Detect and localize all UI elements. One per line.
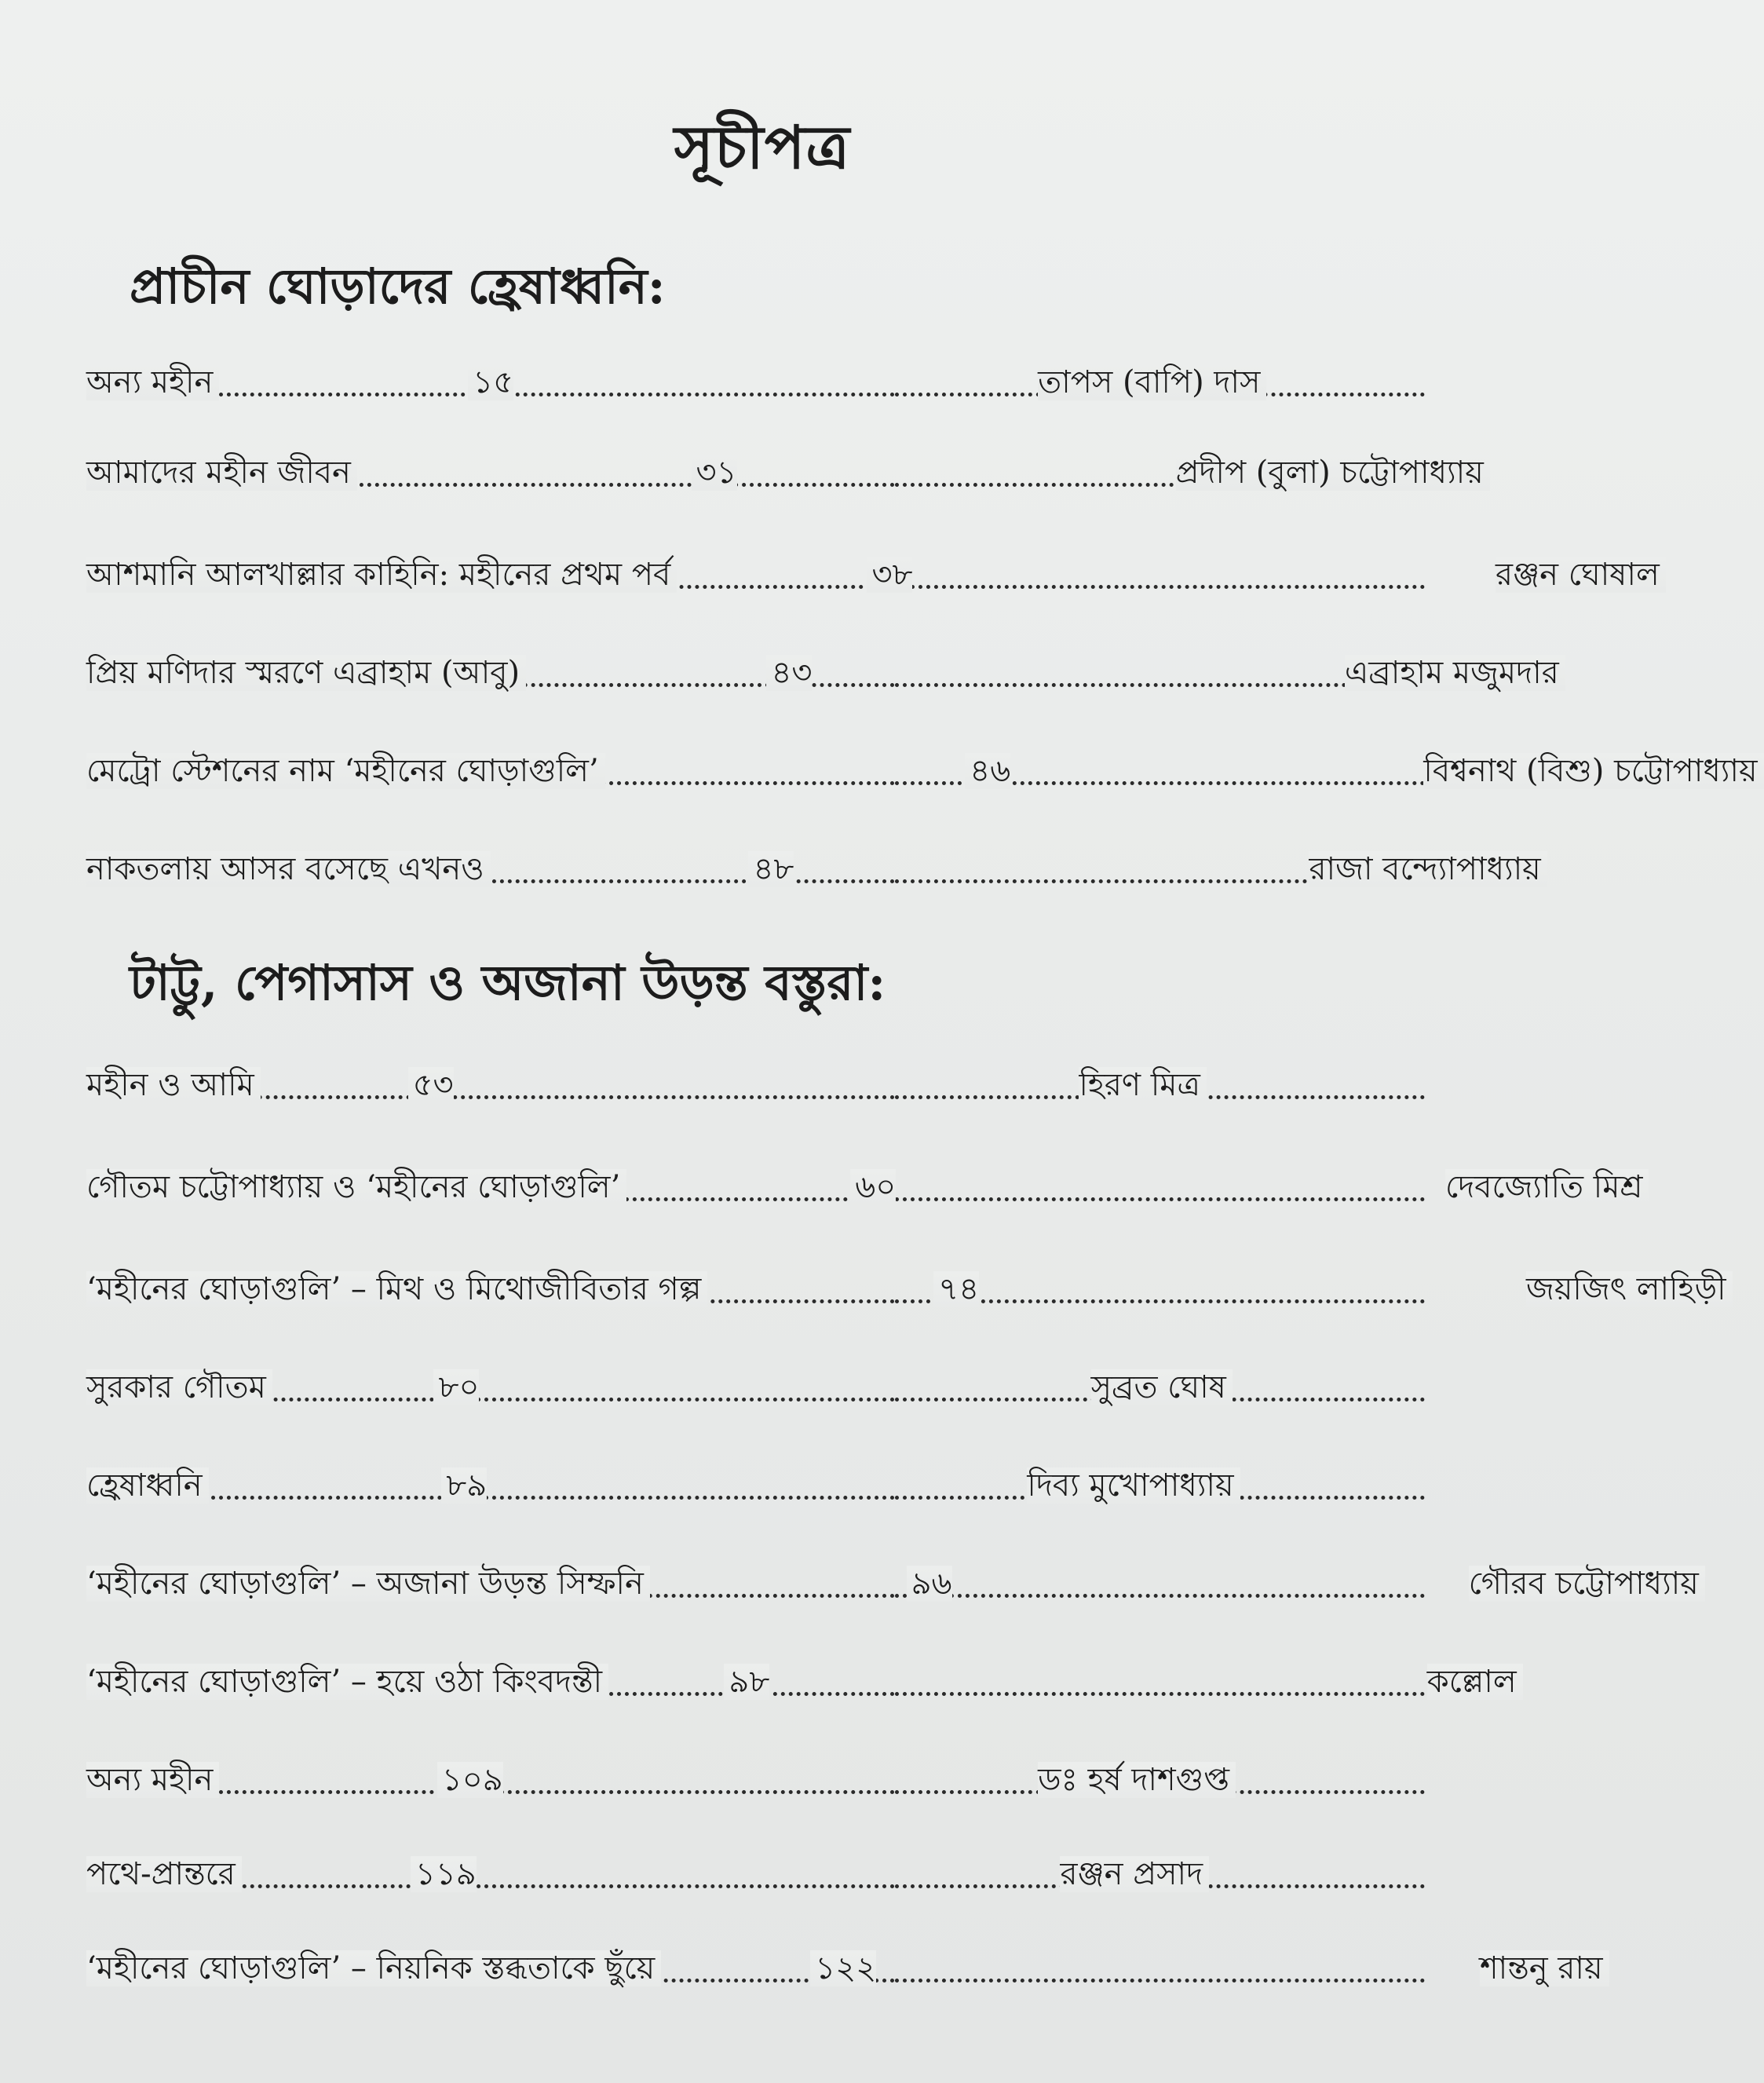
dot-leader <box>895 1979 1425 1983</box>
entry-author: হিরণ মিত্র <box>1079 1067 1206 1103</box>
entry-author: রঞ্জন প্রসাদ <box>1060 1856 1209 1892</box>
entry-author: শান্তনু রায় <box>1480 1950 1609 1986</box>
entry-page: ৬০ <box>850 1169 896 1205</box>
toc-entry[interactable] <box>86 1060 1425 1110</box>
entry-author: দেবজ্যোতি মিশ্র <box>1445 1169 1649 1205</box>
entry-author: গৌরব চট্টোপাধ্যায় <box>1469 1566 1705 1602</box>
entry-author: রাজা বন্দ্যোপাধ্যায় <box>1309 851 1547 887</box>
toc-entry[interactable] <box>86 1559 1699 1609</box>
entry-author: এব্রাহাম মজুমদার <box>1345 655 1565 691</box>
entry-title: গৌতম চট্টোপাধ্যায় ও ‘মহীনের ঘোড়াগুলি’ <box>86 1169 626 1205</box>
toc-entry[interactable] <box>86 1849 1425 1899</box>
toc-entry[interactable] <box>86 746 1758 796</box>
entry-title: সুরকার গৌতম <box>86 1369 272 1405</box>
entry-title: ‘মহীনের ঘোড়াগুলি’ – নিয়নিক স্তব্ধতাকে ছুঁয়ে <box>86 1950 661 1986</box>
dot-leader <box>895 1197 1425 1201</box>
entry-title: পথে-প্রান্তরে <box>86 1856 242 1892</box>
entry-page: ৪৬ <box>965 753 1010 789</box>
entry-page: ১১৯ <box>411 1856 477 1892</box>
toc-entry[interactable] <box>86 1264 1726 1314</box>
entry-author: বিশ্বনাথ (বিশু) চট্টোপাধ্যায় <box>1423 753 1763 789</box>
entry-page: ৫৩ <box>408 1067 454 1103</box>
entry-page: ৭৪ <box>933 1271 979 1307</box>
dot-leader <box>895 1692 1425 1696</box>
toc-entry[interactable] <box>86 550 1660 600</box>
toc-entry[interactable] <box>86 448 1484 498</box>
entry-title: হ্রেষাধ্বনি <box>86 1467 209 1504</box>
entry-author: তাপস (বাপি) দাস <box>1038 364 1266 400</box>
entry-page: ১০৯ <box>437 1762 503 1798</box>
toc-entry[interactable] <box>86 1362 1425 1412</box>
entry-page: ১৫ <box>468 364 513 400</box>
entry-title: ‘মহীনের ঘোড়াগুলি’ – অজানা উড়ন্ত সিম্ফনি <box>86 1566 650 1602</box>
entry-title: ‘মহীনের ঘোড়াগুলি’ – হয়ে ওঠা কিংবদন্তী <box>86 1664 608 1700</box>
entry-title: মেট্রো স্টেশনের নাম ‘মহীনের ঘোড়াগুলি’ <box>86 753 605 789</box>
toc-entry[interactable] <box>86 1460 1425 1511</box>
entry-title: অন্য মহীন <box>86 1762 219 1798</box>
entry-title: ‘মহীনের ঘোড়াগুলি’ – মিথ ও মিথোজীবিতার গল্প <box>86 1271 707 1307</box>
entry-author: কল্লোল <box>1427 1664 1523 1700</box>
page-title: সূচীপত্র <box>674 112 851 182</box>
entry-title: প্রিয় মণিদার স্মরণে এব্রাহাম (আবু) <box>86 655 526 691</box>
entry-author: ডঃ হর্ষ দাশগুপ্ত <box>1038 1762 1236 1798</box>
entry-title: আমাদের মহীন জীবন <box>86 455 357 491</box>
entry-author: দিব্য মুখোপাধ্যায় <box>1027 1467 1240 1504</box>
entry-author: সুব্রত ঘোষ <box>1091 1369 1233 1405</box>
toc-entry[interactable] <box>86 1657 1517 1707</box>
entry-page: ৪৮ <box>748 851 794 887</box>
entry-page: ৮০ <box>433 1369 479 1405</box>
entry-author: জয়জিৎ লাহিড়ী <box>1526 1271 1733 1307</box>
toc-entry[interactable] <box>86 357 1425 407</box>
toc-entry[interactable] <box>86 844 1541 894</box>
entry-author: রঞ্জন ঘোষাল <box>1496 557 1666 593</box>
toc-entry[interactable] <box>86 1943 1603 1993</box>
entry-title: মহীন ও আমি <box>86 1067 261 1103</box>
entry-page: ৪৩ <box>766 655 812 691</box>
toc-entry[interactable] <box>86 1755 1425 1805</box>
entry-page: ৩৮ <box>867 557 912 593</box>
entry-title: নাকতলায় আসর বসেছে এখনও <box>86 851 491 887</box>
section-heading: প্রাচীন ঘোড়াদের হ্রেষাধ্বনি: <box>130 258 666 315</box>
toc-entry[interactable] <box>86 648 1559 698</box>
entry-page: ৩১ <box>692 455 737 491</box>
toc-entry[interactable] <box>86 1162 1643 1212</box>
dot-leader <box>895 1594 1425 1598</box>
entry-title: আশমানি আলখাল্লার কাহিনি: মহীনের প্রথম পর্ব <box>86 557 677 593</box>
entry-page: ১২২ <box>810 1950 876 1986</box>
dot-leader <box>895 585 1425 589</box>
entry-author: প্রদীপ (বুলা) চট্টোপাধ্যায় <box>1176 455 1490 491</box>
entry-page: ৯৮ <box>724 1664 769 1700</box>
section-heading: টাট্টু, পেগাসাস ও অজানা উড়ন্ত বস্তুরা: <box>130 954 886 1011</box>
entry-page: ৯৬ <box>907 1566 952 1602</box>
entry-page: ৮৯ <box>441 1467 487 1504</box>
entry-title: অন্য মহীন <box>86 364 219 400</box>
